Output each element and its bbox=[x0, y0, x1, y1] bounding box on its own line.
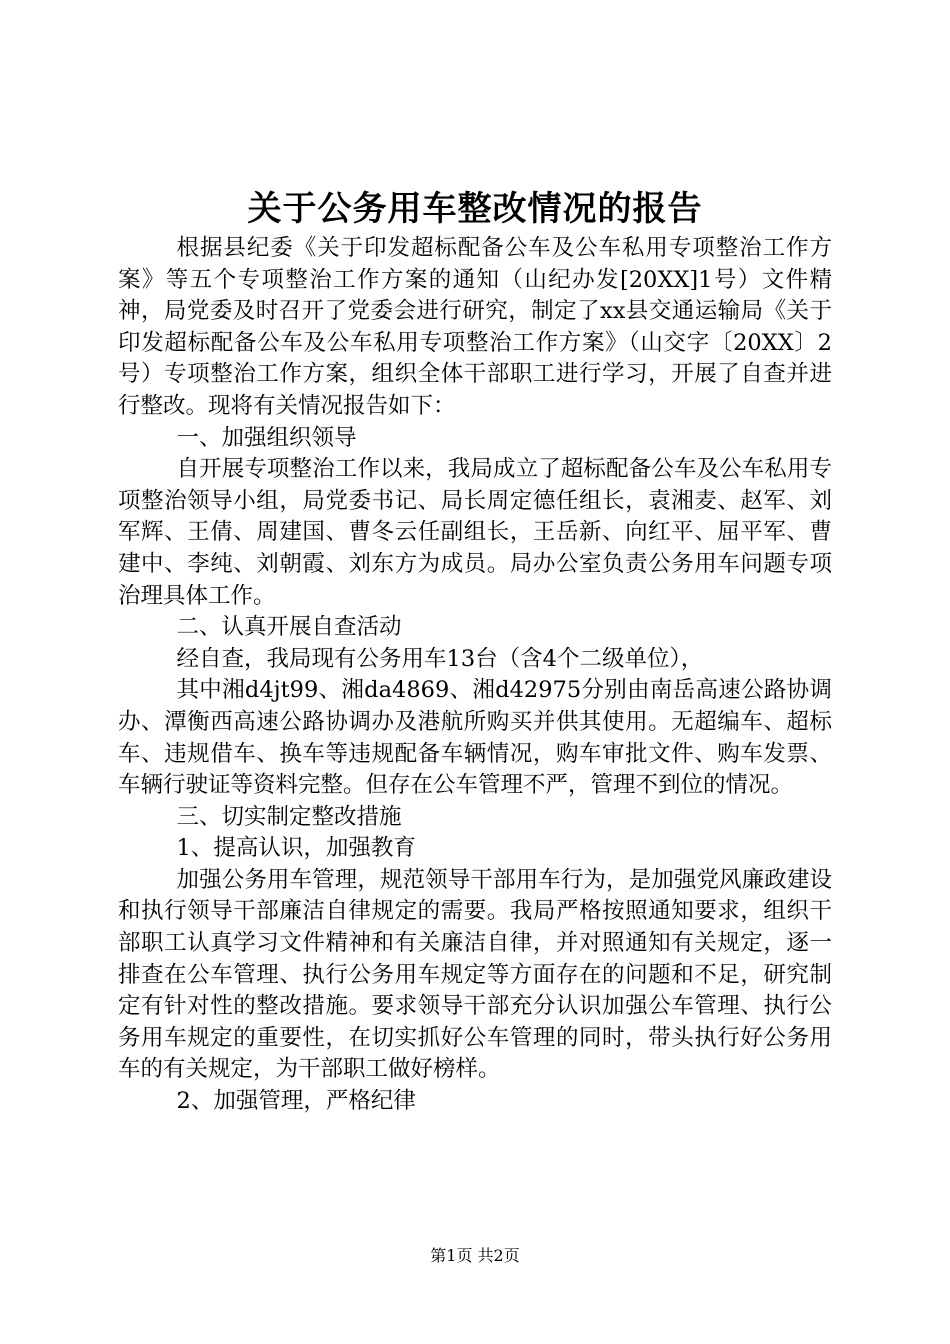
paragraph-vehicles: 其中湘d4jt99、湘da4869、湘d42975分别由南岳高速公路协调办、潭衡西高速公路协调办及港航所购买并供其使用。无超编车、超标车、违规借车、换车等违规配备车辆情况，购车审批文件、购车发票、车辆行驶证等资料完整。但存在公车管理不严，管理不到位的情况。 bbox=[118, 677, 832, 799]
paragraph-organization: 自开展专项整治工作以来，我局成立了超标配备公车及公车私用专项整治领导小组，局党委书记、局长周定德任组长，袁湘麦、赵军、刘军辉、王倩、周建国、曹冬云任副组长，王岳新、向红平、屈平军、曹建中、李纯、刘朝霞、刘东方为成员。局办公室负责公务用车问题专项治理具体工作。 bbox=[118, 456, 832, 609]
paragraph-intro: 根据县纪委《关于印发超标配备公车及公车私用专项整治工作方案》等五个专项整治工作方案的通知（山纪办发[20XX]1号）文件精神，局党委及时召开了党委会进行研究，制定了xx县交通运输局《关于印发超标配备公车及公车私用专项整治工作方案》（山交字〔20XX〕2号）专项整治工作方案，组织全体干部职工进行学习，开展了自查并进行整改。现将有关情况报告如下： bbox=[118, 235, 832, 419]
paragraph-self-check: 经自查，我局现有公务用车13台（含4个二级单位）， bbox=[176, 645, 704, 672]
paragraph-education: 加强公务用车管理，规范领导干部用车行为，是加强党风廉政建设和执行领导干部廉洁自律规定的需要。我局严格按照通知要求，组织干部职工认真学习文件精神和有关廉洁自律，并对照通知有关规定，逐一排查在公车管理、执行公务用车规定等方面存在的问题和不足，研究制定有针对性的整改措施。要求领导干部充分认识加强公车管理、执行公务用车规定的重要性，在切实抓好公车管理的同时，带头执行好公务用车的有关规定，为干部职工做好榜样。 bbox=[118, 866, 832, 1083]
section-heading-3: 三、切实制定整改措施 bbox=[176, 803, 402, 830]
section-heading-1: 一、加强组织领导 bbox=[176, 424, 357, 451]
document-title: 关于公务用车整改情况的报告 bbox=[247, 189, 703, 229]
subsection-heading-1: 1、提高认识，加强教育 bbox=[176, 835, 416, 862]
page-number-footer: 第1页 共2页 bbox=[430, 1246, 520, 1265]
document-body bbox=[118, 233, 832, 1118]
subsection-heading-2: 2、加强管理，严格纪律 bbox=[176, 1088, 416, 1115]
section-heading-2: 二、认真开展自查活动 bbox=[176, 614, 402, 641]
